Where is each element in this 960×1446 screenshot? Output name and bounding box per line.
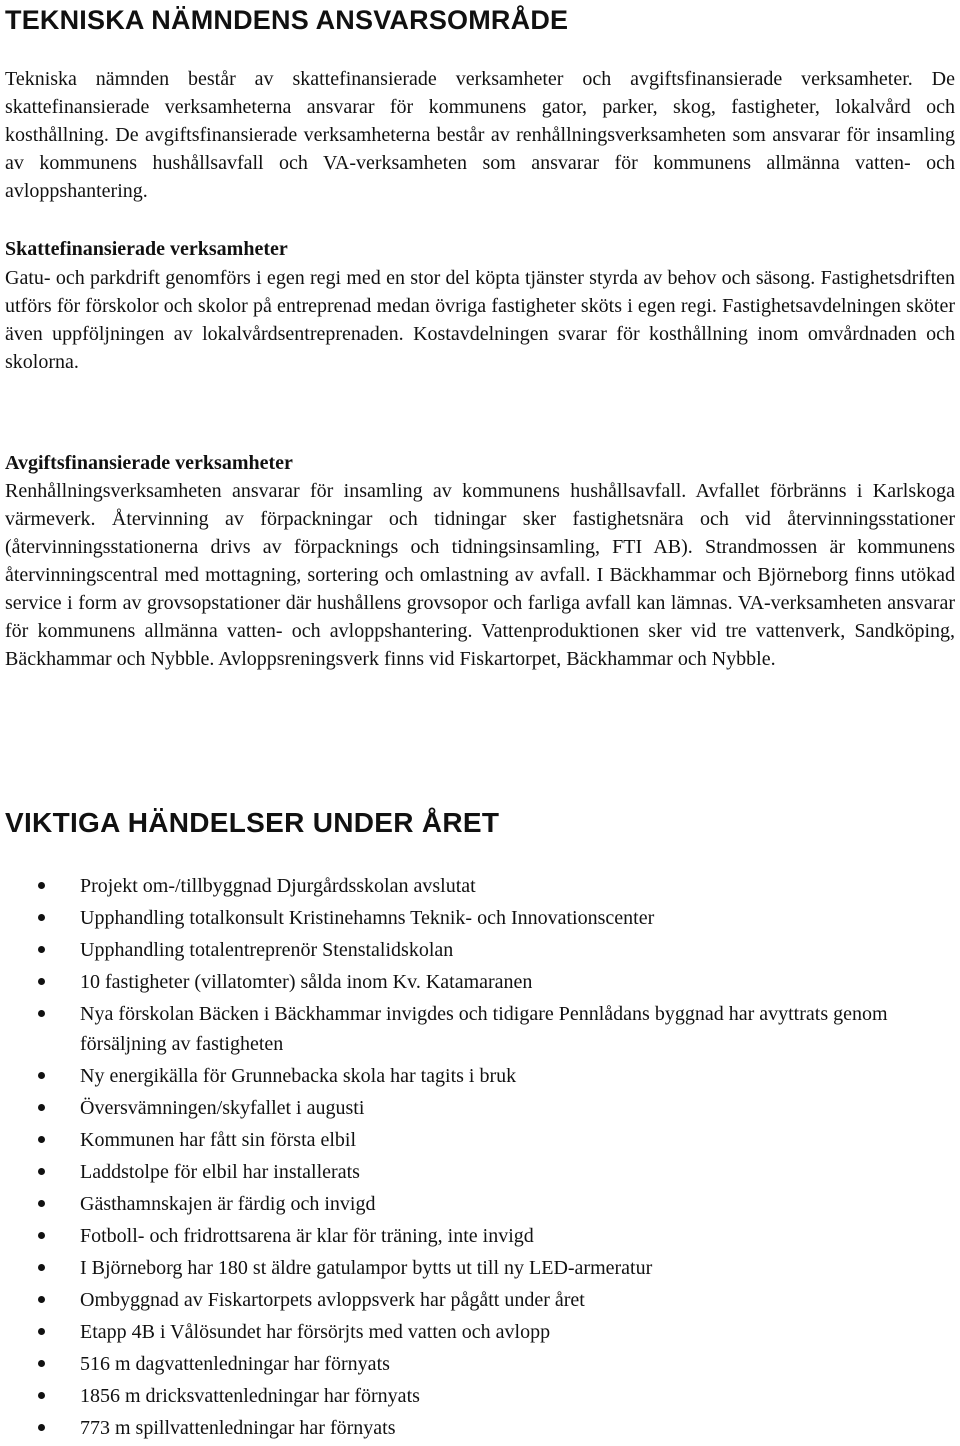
events-list	[0, 871, 960, 1445]
list-item-text: Etapp 4B i Vålösundet har försörjts med vatten och avlopp	[80, 1321, 551, 1343]
bullet-icon	[38, 1072, 45, 1079]
list-item-text: 1856 m dricksvattenledningar har förnyats	[80, 1385, 420, 1407]
list-item	[0, 871, 960, 901]
list-item-text: Nya förskolan Bäcken i Bäckhammar invigdes och tidigare Pennlådans byggnad har avyttrats genom försäljning av fastigheten	[80, 1003, 888, 1055]
list-item	[0, 1349, 960, 1379]
list-item-text: Laddstolpe för elbil har installerats	[80, 1161, 360, 1183]
list-item	[0, 1125, 960, 1155]
bullet-icon	[38, 914, 45, 921]
section-title-handelser: VIKTIGA HÄNDELSER UNDER ÅRET	[5, 807, 500, 838]
list-item	[0, 1189, 960, 1219]
bullet-icon	[38, 1360, 45, 1367]
list-item-text: Kommunen har fått sin första elbil	[80, 1129, 357, 1151]
tax-financed-paragraph: Gatu- och parkdrift genomförs i egen regi med en stor del köpta tjänster styrda av behov och säsong. Fastighetsdriften utförs för förskolor och skolor på entreprenad medan övriga fastigheter sköts i egen regi. Fastighetsavdelningen sköter även uppföljningen av lokalvårdsentreprenaden. Kostavdelningen svarar för kosthållning inom omvårdnaden och skolorna.	[5, 267, 955, 373]
list-item-text: Upphandling totalkonsult Kristinehamns Teknik- och Innovationscenter	[80, 907, 655, 929]
bullet-icon	[38, 882, 45, 889]
list-item	[0, 1061, 960, 1091]
bullet-icon	[38, 946, 45, 953]
bullet-icon	[38, 1392, 45, 1399]
bullet-icon	[38, 1200, 45, 1207]
bullet-icon	[38, 1136, 45, 1143]
list-item-text: 10 fastigheter (villatomter) sålda inom Kv. Katamaranen	[80, 971, 533, 993]
intro-paragraph: Tekniska nämnden består av skattefinansierade verksamheter och avgiftsfinansierade verksamheter. De skattefinansierade verksamheterna ansvarar för kommunens gator, parker, skog, fastigheter, lokalvård och kosthållning. De avgiftsfinansierade verksamheterna består av renhållningsverksamheten som ansvarar för insamling av kommunens hushållsavfall och VA-verksamheten som ansvarar för kommunens allmänna vatten- och avloppshantering.	[5, 68, 955, 202]
list-item	[0, 1381, 960, 1411]
list-item	[0, 1157, 960, 1187]
section-title-ansvarsomrade: TEKNISKA NÄMNDENS ANSVARSOMRÅDE	[5, 5, 569, 35]
fee-financed-paragraph: Renhållningsverksamheten ansvarar för insamling av kommunens hushållsavfall. Avfallet förbränns i Karlskoga värmeverk. Återvinning av förpackningar och tidningar sker fastighetsnära och vid återvinningsstationer (återvinningsstationerna drivs av förpacknings och tidningsinsamling, FTI AB). Strandmossen är kommunens återvinningscentral med mottagning, sortering och omlastning av avfall. I Bäckhammar och Björneborg finns utökad service i form av grovsopstationer där hushållens grovsopor och farliga avfall kan lämnas. VA-verksamheten ansvarar för kommunens allmänna vatten- och avloppshantering. Vattenproduktionen sker vid tre vattenverk, Sandköping, Bäckhammar och Nybble. Avloppsreningsverk finns vid Fiskartorpet, Bäckhammar och Nybble.	[5, 480, 955, 670]
list-item-text: Ombyggnad av Fiskartorpets avloppsverk har pågått under året	[80, 1289, 585, 1311]
list-item-text: Gästhamnskajen är färdig och invigd	[80, 1193, 376, 1215]
bullet-icon	[38, 1104, 45, 1111]
list-item-text: 773 m spillvattenledningar har förnyats	[80, 1417, 396, 1439]
list-item	[0, 1317, 960, 1347]
list-item-text: Projekt om-/tillbyggnad Djurgårdsskolan avslutat	[80, 875, 476, 897]
bullet-icon	[38, 1232, 45, 1239]
list-item	[0, 1093, 960, 1123]
list-item	[0, 967, 960, 997]
list-item-text: Översvämningen/skyfallet i augusti	[80, 1097, 365, 1119]
list-item	[0, 935, 960, 965]
list-item	[0, 1221, 960, 1251]
bullet-icon	[38, 1264, 45, 1271]
list-item	[0, 1253, 960, 1283]
bullet-icon	[38, 978, 45, 985]
bullet-icon	[38, 1168, 45, 1175]
bullet-icon	[38, 1424, 45, 1431]
bullet-icon	[38, 1328, 45, 1335]
list-item	[0, 999, 960, 1059]
list-item	[0, 903, 960, 933]
bullet-icon	[38, 1296, 45, 1303]
list-item-text: Fotboll- och fridrottsarena är klar för träning, inte invigd	[80, 1225, 534, 1247]
fee-financed-heading: Avgiftsfinansierade verksamheter	[5, 452, 293, 474]
list-item	[0, 1413, 960, 1443]
list-item-text: I Björneborg har 180 st äldre gatulampor bytts ut till ny LED-armeratur	[80, 1257, 653, 1279]
tax-financed-heading: Skattefinansierade verksamheter	[5, 238, 288, 260]
list-item-text: Upphandling totalentreprenör Stenstalidskolan	[80, 939, 454, 961]
list-item	[0, 1285, 960, 1315]
list-item-text: Ny energikälla för Grunnebacka skola har tagits i bruk	[80, 1065, 517, 1087]
list-item-text: 516 m dagvattenledningar har förnyats	[80, 1353, 390, 1375]
bullet-icon	[38, 1010, 45, 1017]
